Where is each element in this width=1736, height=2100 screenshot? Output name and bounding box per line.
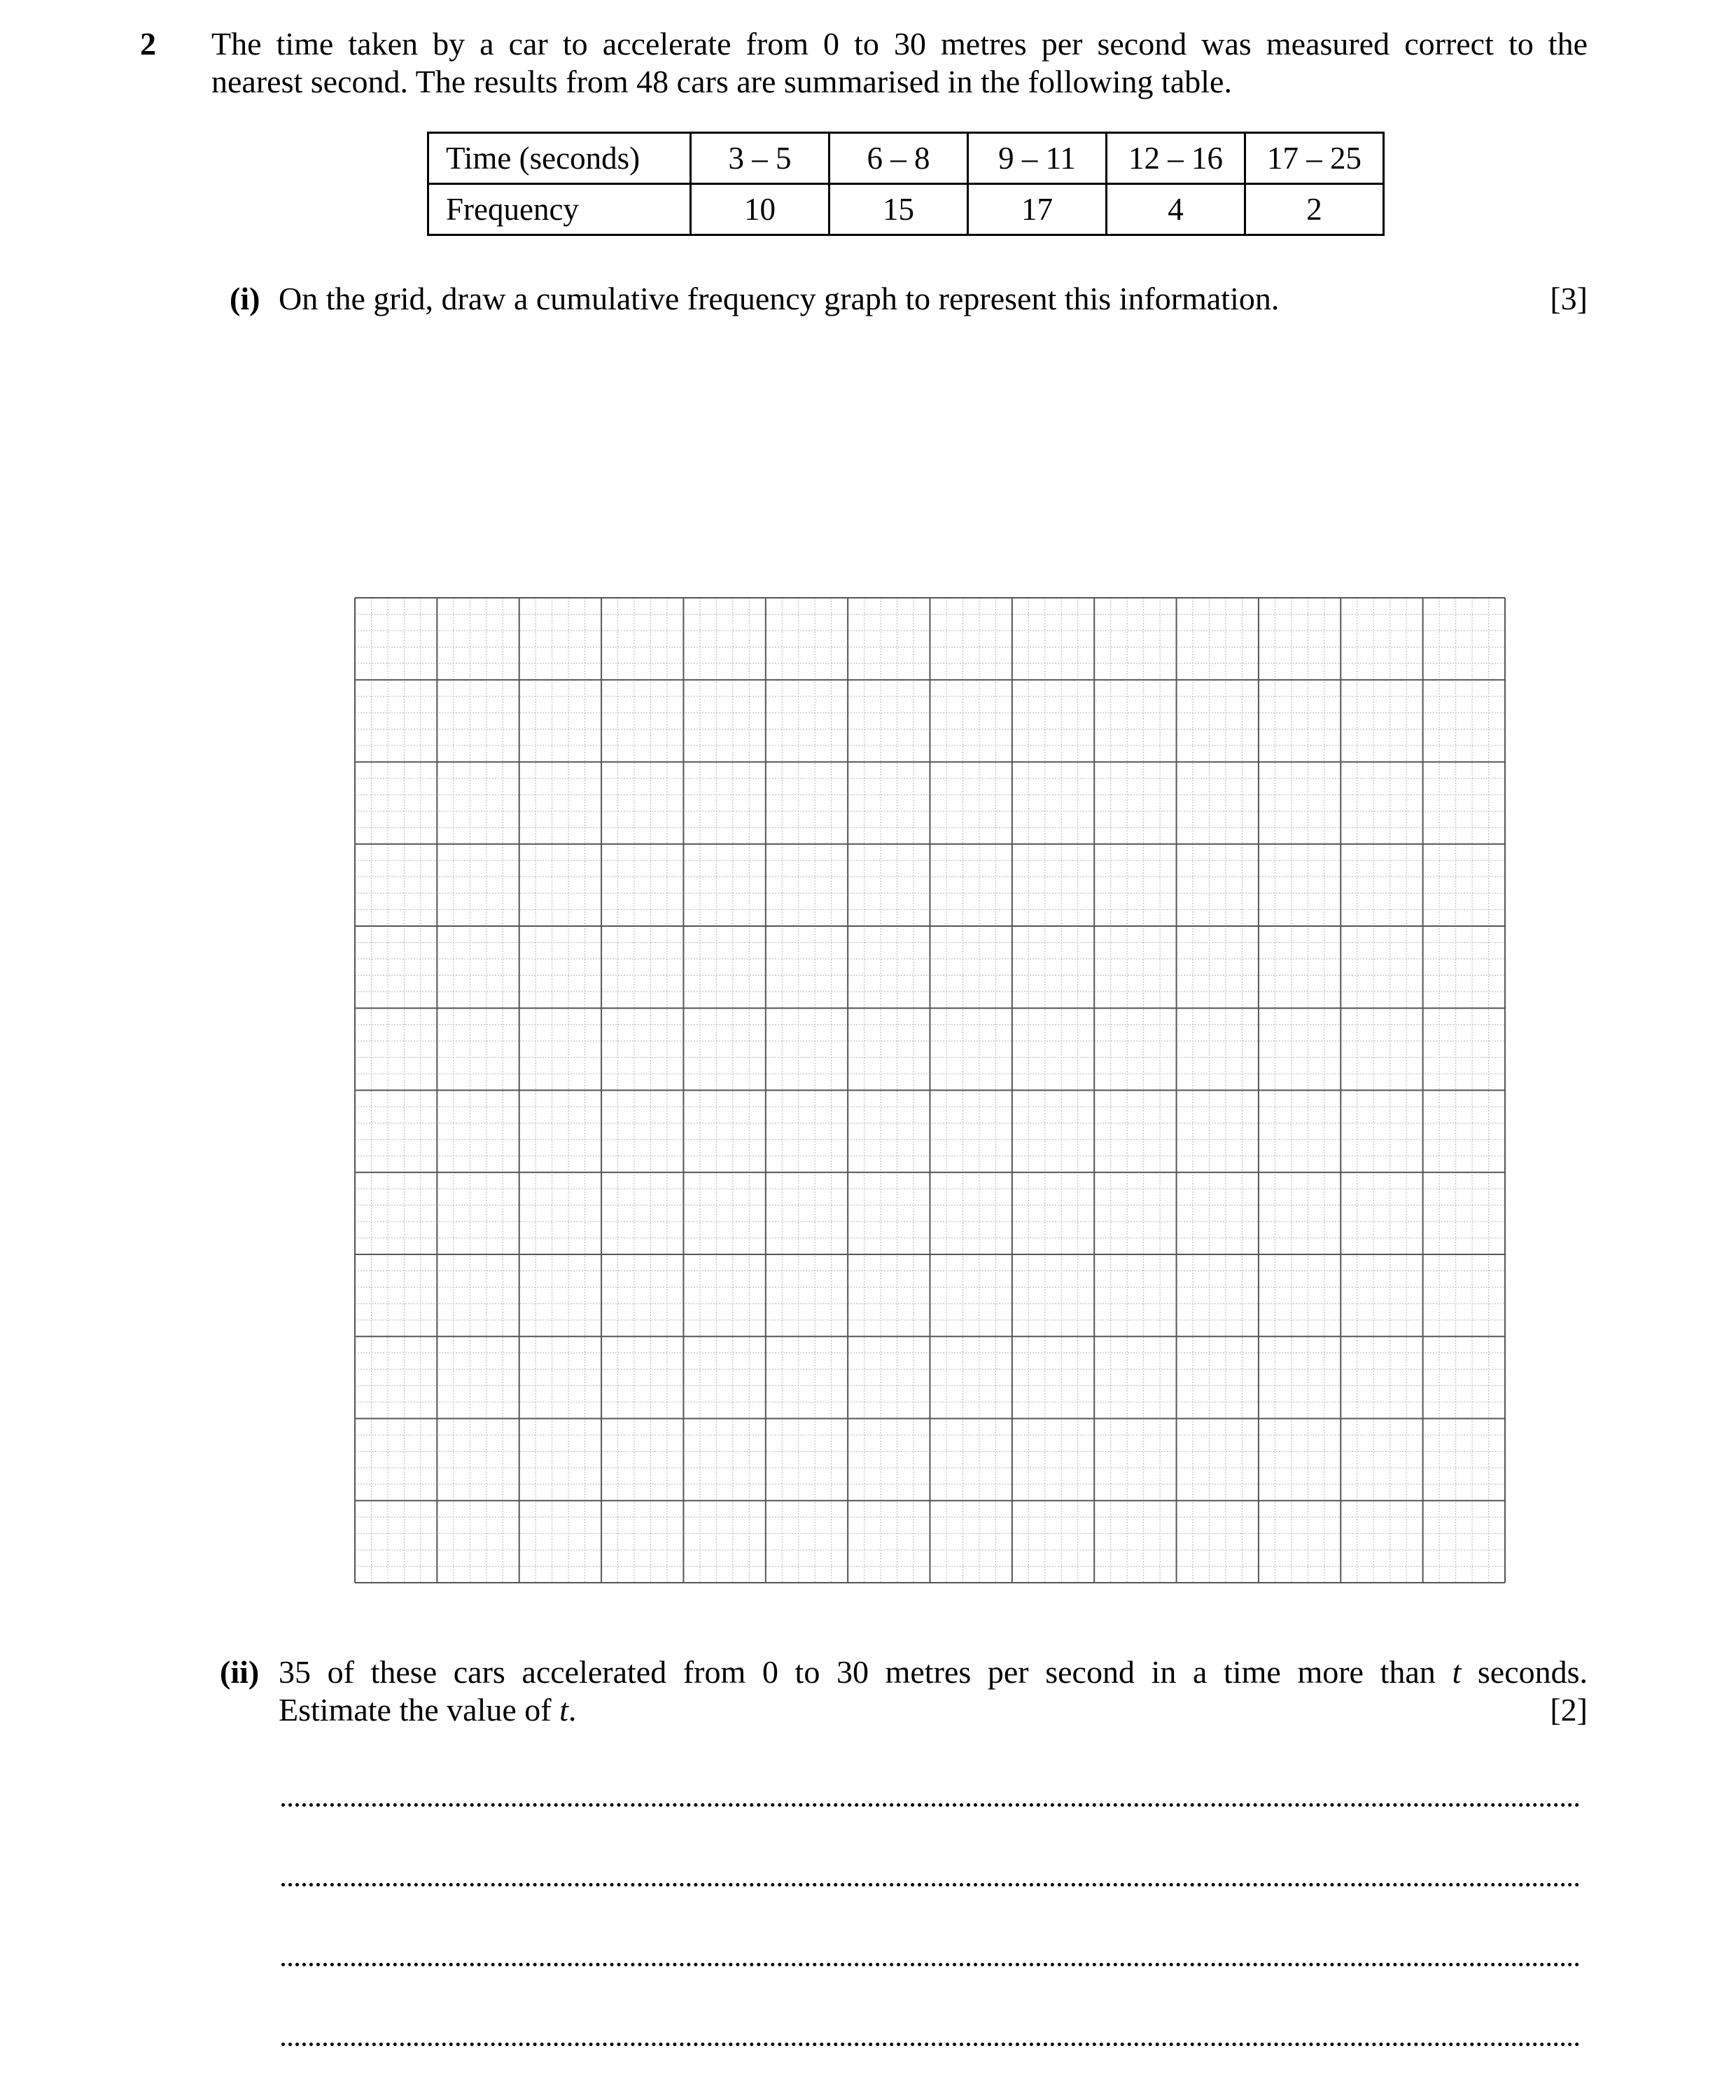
frequency-cell: 17 (968, 184, 1107, 235)
variable-t: t (559, 1692, 568, 1728)
part-i-text: On the grid, draw a cumulative frequency graph to represent this information. (279, 281, 1280, 316)
variable-t: t (1452, 1654, 1462, 1690)
answer-line[interactable] (281, 1803, 1580, 1807)
answer-line[interactable] (281, 1883, 1580, 1886)
question-number: 2 (140, 26, 156, 62)
graph-grid[interactable] (354, 596, 1506, 1584)
time-class-cell: 17 – 25 (1245, 133, 1384, 184)
time-class-cell: 9 – 11 (968, 133, 1107, 184)
answer-line[interactable] (281, 1963, 1580, 1966)
time-class-cell: 3 – 5 (691, 133, 830, 184)
answer-line[interactable] (281, 2043, 1580, 2046)
stem-line-2: nearest second. The results from 48 cars are summarised in the following table. (211, 64, 1232, 99)
frequency-cell: 4 (1107, 184, 1245, 235)
stem-line-1: The time taken by a car to accelerate from 0 to 30 metres per second was measured correct to the (211, 26, 1588, 62)
part-ii-text (279, 1653, 1588, 1729)
part-ii-line-1 (279, 1653, 1588, 1691)
part-i-marks: [3] (1550, 281, 1588, 316)
part-ii-line2-end: . (568, 1692, 577, 1728)
frequency-header: Frequency (428, 184, 691, 235)
question-stem (211, 25, 1588, 101)
time-row (428, 133, 1384, 184)
part-ii-marks: [2] (1550, 1692, 1588, 1728)
frequency-cell: 15 (830, 184, 968, 235)
part-i-label: (i) (230, 281, 260, 316)
time-class-cell: 12 – 16 (1107, 133, 1245, 184)
part-ii-line-2 (279, 1691, 1588, 1729)
frequency-row (428, 184, 1384, 235)
frequency-cell: 2 (1245, 184, 1384, 235)
time-header: Time (seconds) (428, 133, 691, 184)
part-ii-line1-text: 35 of these cars accelerated from 0 to 30 metres per second in a time more than (279, 1654, 1436, 1690)
part-ii-label: (ii) (220, 1654, 260, 1690)
grid-svg[interactable] (354, 596, 1506, 1584)
frequency-cell: 10 (691, 184, 830, 235)
part-ii-line2-text: Estimate the value of (279, 1692, 552, 1728)
frequency-table (427, 132, 1385, 236)
part-ii-line1-end: seconds. (1477, 1654, 1588, 1690)
time-class-cell: 6 – 8 (830, 133, 968, 184)
